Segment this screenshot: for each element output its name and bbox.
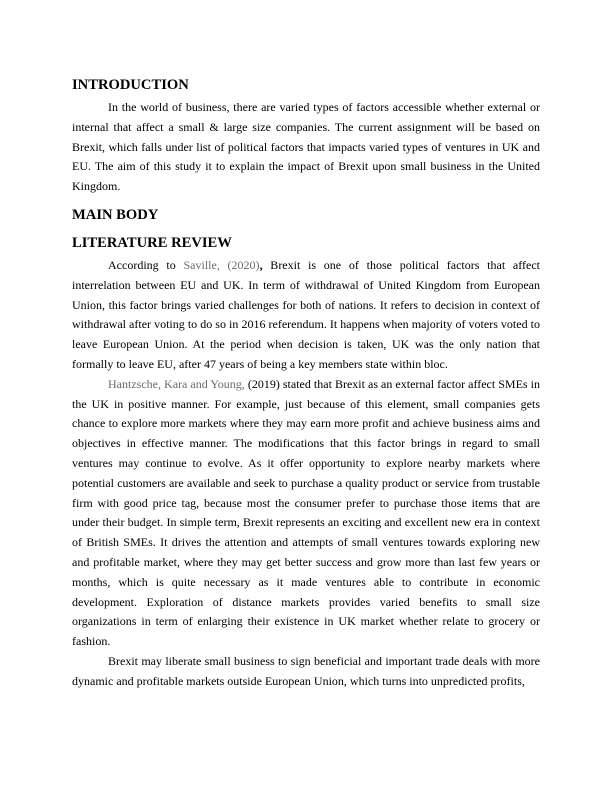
introduction-heading: INTRODUCTION xyxy=(72,77,189,93)
main-body-heading: MAIN BODY xyxy=(72,206,159,223)
paragraph-body-text: Brexit is one of those political factors that affect interrelation between EU and UK. In term of withdrawal of United Kingdom from European Union, this factor brings varied challenges for both of nations. It refers to decision in context of withdrawal after voting to do so in 2016 referendum. It happens when majority of voters voted to leave European Union. At the period when decision is taken, UK was the only nation that formally to leave EU, after 47 years of being a key members state within bloc. xyxy=(72,257,541,371)
citation-comma: , xyxy=(259,257,263,272)
citation-hantzsche: Hantzsche, Kara and Young, xyxy=(108,376,245,391)
literature-paragraph-3: Brexit may liberate small business to sign beneficial and important trade deals with more dynamic and profitable markets outside European Union, which turns into unpredicted profits, xyxy=(72,653,540,688)
paragraph-body-text: (2019) stated that Brexit as an external factor affect SMEs in the UK in positive manner. For example, just because of this element, small companies gets chance to explore more markets where they may earn more profit and achieve business aims and objectives in effective manner. The modifications that this factor brings in regard to small ventures may continue to evolve. As it offer opportunity to explore nearby markets where potential customers are available and seek to purchase a quality product or service from trustable firm with good price tag, because most the consumer prefer to purchase those items that are under their budget. In simple term, Brexit represents an exciting and excellent new era in context of British SMEs. It drives the attention and attempts of small ventures towards exploring new and profitable market, where they may get better success and grow more than last few years or months, which is quite necessary as it made ventures able to contribute in economic development. Exploration of distance markets provides varied benefits to small size organizations in term of enlarging their existence in UK market whether relate to grocery or fashion. xyxy=(72,376,540,649)
citation-saville: Saville, (2020) xyxy=(183,257,260,272)
literature-paragraph-2 xyxy=(72,375,540,652)
literature-review-heading: LITERATURE REVIEW xyxy=(72,234,232,251)
literature-paragraph-1 xyxy=(72,256,540,375)
introduction-paragraph: In the world of business, there are varied types of factors accessible whether external or internal that affect a small & large size companies. The current assignment will be based on Brexit, which falls under list of political factors that impacts varied types of ventures in UK and EU. The aim of this study it to explain the impact of Brexit upon small business in the United Kingdom. xyxy=(72,100,540,194)
document-page xyxy=(72,76,540,692)
paragraph-lead-text: According to xyxy=(108,257,184,272)
